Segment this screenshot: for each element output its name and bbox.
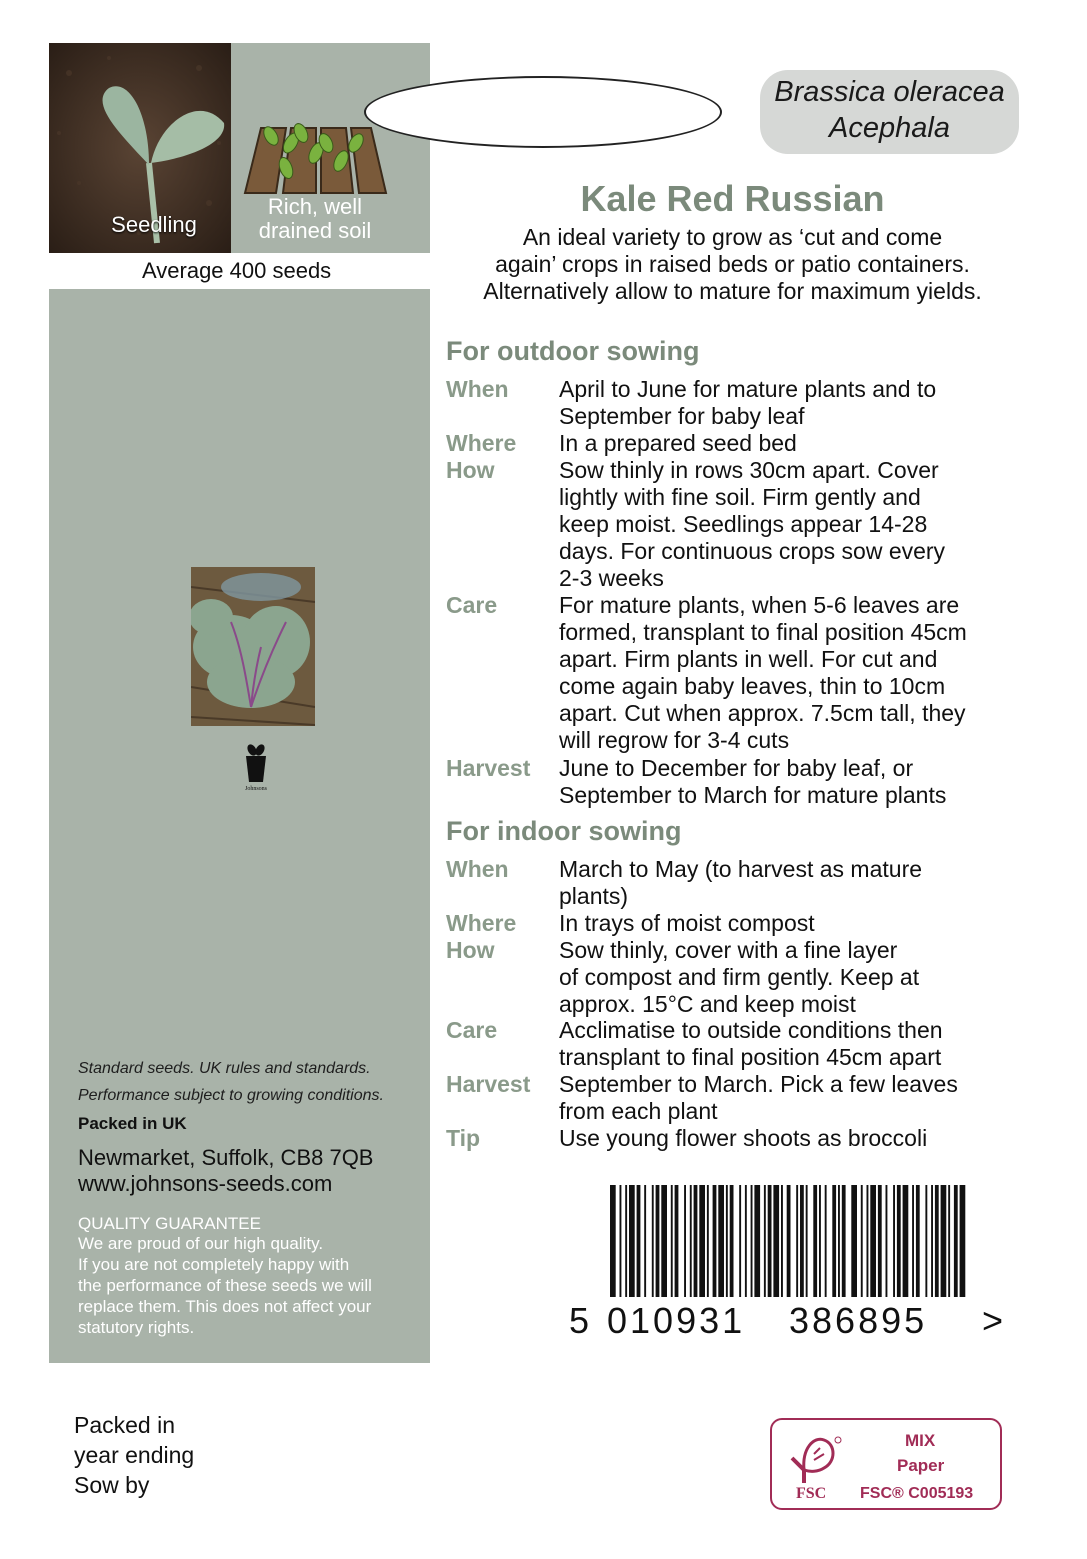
barcode-bar [941,1185,947,1297]
barcode-bar [861,1185,863,1297]
barcode-bar [610,1185,616,1297]
latin-name-variety: Acephala [829,112,950,144]
intro-line: An ideal variety to grow as ‘cut and come [522,224,943,250]
text-line: will regrow for 3-4 cuts [559,727,790,753]
barcode-bar [739,1185,741,1297]
outdoor-care-text [559,592,967,754]
indoor-harvest-label: Harvest [446,1071,531,1097]
barcode-bar [768,1185,772,1297]
barcode-bar [718,1185,724,1297]
text-line: September to March for mature plants [559,782,947,808]
quality-line: We are proud of our high quality. [78,1234,324,1253]
intro-line: again’ crops in raised beds or patio containers. [495,251,970,277]
barcode-bar [893,1185,895,1297]
barcode-bar [870,1185,876,1297]
text-line: plants) [559,883,629,909]
barcode-bar [699,1185,705,1297]
quality-line: replace them. This does not affect your [78,1297,372,1316]
quality-line: the performance of these seeds we will [78,1276,372,1295]
fsc-code: FSC® C005193 [860,1485,974,1502]
fsc-mix: MIX [905,1431,936,1450]
text-line: from each plant [559,1098,718,1124]
barcode-bar [838,1185,840,1297]
barcode-bar [813,1185,817,1297]
barcode-bar [671,1185,673,1297]
soil-label [231,195,399,243]
barcode-bar [819,1185,821,1297]
text-line: For mature plants, when 5-6 leaves are [559,592,960,618]
seedling-label: Seedling [111,212,197,237]
soil-label-line: Rich, well [267,194,363,219]
text-line: September to March. Pick a few leaves [559,1071,958,1097]
indoor-where-text [559,910,815,937]
barcode-bar [886,1185,888,1297]
outdoor-when-label: When [446,376,509,402]
outdoor-how-label: How [446,457,495,483]
barcode-bar [713,1185,717,1297]
barcode-bar [878,1185,882,1297]
packed-in-uk: Packed in UK [78,1114,187,1133]
seed-count: Average 400 seeds [142,258,332,283]
barcode-bar [730,1185,734,1297]
text-line: keep moist. Seedlings appear 14-28 [559,511,928,537]
barcode-first-digit: 5 [569,1300,590,1341]
barcode-bar [960,1185,966,1297]
text-line: In a prepared seed bed [559,430,797,456]
barcode-end-mark: > [982,1300,1004,1341]
year-ending-label: year ending [74,1442,195,1468]
text-line: Use young flower shoots as broccoli [559,1125,928,1151]
indoor-how-label: How [446,937,495,963]
fsc-paper: Paper [897,1456,945,1475]
barcode-bar [781,1185,783,1297]
fsc-logo-text: FSC [796,1485,827,1502]
quality-guarantee-title: QUALITY GUARANTEE [78,1214,261,1233]
barcode-group-right: 386895 [789,1300,928,1341]
text-line: transplant to final position 45cm apart [559,1044,942,1070]
barcode-bar [931,1185,933,1297]
barcode-bar [954,1185,958,1297]
quality-line: If you are not completely happy with [78,1255,350,1274]
barcode-bar [925,1185,927,1297]
text-line: April to June for mature plants and to [559,376,937,402]
barcode-bar [903,1185,909,1297]
text-line: 2-3 weeks [559,565,664,591]
barcode-bar [745,1185,747,1297]
text-line: apart. Firm plants in well. For cut and [559,646,938,672]
barcode-bar [656,1185,660,1297]
indoor-harvest-text [559,1071,958,1125]
barcode-bar [652,1185,654,1297]
text-line: lightly with fine soil. Firm gently and [559,484,921,510]
barcode-bar [661,1185,667,1297]
text-line: Sow thinly, cover with a fine layer [559,937,898,963]
barcode-bar [773,1185,779,1297]
text-line: formed, transplant to final position 45cm [559,619,967,645]
text-line: come again baby leaves, thin to 10cm [559,673,946,699]
text-line: June to December for baby leaf, or [559,755,914,781]
indoor-tip-label: Tip [446,1125,481,1151]
barcode-group-left: 010931 [607,1300,746,1341]
legal-performance: Performance subject to growing conditions. [78,1087,384,1104]
outdoor-where-label: Where [446,430,517,456]
outdoor-care-label: Care [446,592,498,618]
text-line: March to May (to harvest as mature [559,856,923,882]
outdoor-sowing-title: For outdoor sowing [446,336,700,366]
barcode-bar [707,1185,709,1297]
barcode-bar [644,1185,646,1297]
text-line: apart. Cut when approx. 7.5cm tall, they [559,700,966,726]
barcode-bar [867,1185,869,1297]
outdoor-how-text [559,457,945,592]
indoor-care-label: Care [446,1017,498,1043]
packed-in-label: Packed in [74,1412,176,1438]
product-title: Kale Red Russian [580,178,885,219]
indoor-how-text [559,937,919,1018]
barcode-bar [690,1185,692,1297]
barcode-bar [916,1185,920,1297]
kale-photo [191,567,315,726]
barcode-bar [806,1185,808,1297]
text-line: days. For continuous crops sow every [559,538,946,564]
blank-label-oval [364,76,722,148]
outdoor-where-text [559,430,797,457]
barcode-bar [694,1185,698,1297]
indoor-tip-text [559,1125,927,1152]
barcode-bar [726,1185,728,1297]
indoor-care-text [559,1017,943,1071]
text-line: Sow thinly in rows 30cm apart. Cover [559,457,939,483]
intro-text [440,224,1025,305]
indoor-where-label: Where [446,910,517,936]
indoor-when-label: When [446,856,509,882]
barcode [610,1185,970,1310]
latin-name-genus: Brassica oleracea [774,76,1005,108]
indoor-when-text [559,856,922,910]
text-line: approx. 15°C and keep moist [559,991,856,1017]
outdoor-harvest-label: Harvest [446,755,531,781]
barcode-bar [754,1185,760,1297]
barcode-bar [620,1185,622,1297]
barcode-bar [625,1185,627,1297]
quality-line: statutory rights. [78,1318,195,1337]
text-line: of compost and firm gently. Keep at [559,964,920,990]
soil-label-line: drained soil [258,218,372,243]
text-line: In trays of moist compost [559,910,815,936]
barcode-bar [764,1185,766,1297]
barcode-bar [851,1185,857,1297]
address: Newmarket, Suffolk, CB8 7QB [78,1145,374,1170]
intro-line: Alternatively allow to mature for maximum yields. [483,278,982,304]
barcode-bar [751,1185,753,1297]
website-link[interactable]: www.johnsons-seeds.com [78,1171,333,1196]
fsc-tree-icon [784,1428,844,1488]
barcode-bar [897,1185,901,1297]
legal-standard: Standard seeds. UK rules and standards. [78,1060,371,1077]
barcode-bar [796,1185,798,1297]
text-line: Acclimatise to outside conditions then [559,1017,943,1043]
barcode-bar [825,1185,827,1297]
barcode-bar [629,1185,635,1297]
barcode-bar [675,1185,679,1297]
outdoor-harvest-text [559,755,946,809]
barcode-bar [912,1185,914,1297]
indoor-sowing-title: For indoor sowing [446,816,682,846]
barcode-bar [948,1185,950,1297]
barcode-bar [637,1185,641,1297]
johnsons-logo [236,742,276,792]
barcode-bar [935,1185,939,1297]
barcode-bar [684,1185,686,1297]
text-line: September for baby leaf [559,403,805,429]
outdoor-when-text [559,376,936,430]
sow-by-label: Sow by [74,1472,150,1498]
barcode-bar [832,1185,836,1297]
barcode-bar [842,1185,846,1297]
barcode-bar [800,1185,804,1297]
barcode-bar [787,1185,791,1297]
johnsons-logo-text: Johnsons [244,786,268,792]
